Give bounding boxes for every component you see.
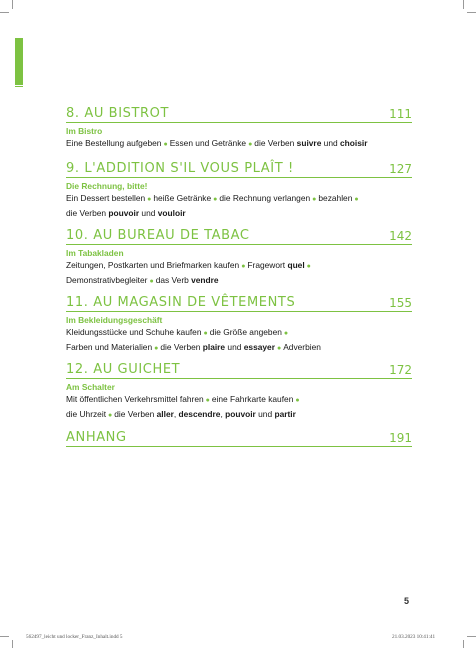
divider bbox=[66, 311, 412, 312]
verb-highlight: vouloir bbox=[157, 207, 186, 218]
chapter-page-number: 111 bbox=[389, 107, 412, 121]
verb-highlight: pouvoir bbox=[108, 207, 140, 218]
topic-text: und bbox=[225, 341, 244, 352]
bullet-separator: ● bbox=[163, 141, 168, 148]
chapter-topics-line bbox=[66, 326, 412, 341]
bullet-separator: ● bbox=[205, 397, 210, 404]
topic-text: die Größe angeben bbox=[209, 327, 282, 337]
topic-text: die Uhrzeit bbox=[66, 408, 107, 419]
topic-text: , bbox=[173, 408, 179, 419]
verb-highlight: choisir bbox=[340, 138, 368, 148]
page-number: 5 bbox=[404, 596, 410, 606]
crop-mark bbox=[0, 636, 9, 637]
toc-entry[interactable] bbox=[66, 228, 412, 289]
divider bbox=[66, 244, 412, 245]
chapter-page-number: 172 bbox=[389, 363, 412, 377]
accent-bar bbox=[15, 38, 23, 85]
toc-entry[interactable] bbox=[66, 295, 412, 356]
crop-mark bbox=[467, 12, 476, 13]
topic-text: eine Fahrkarte kaufen bbox=[211, 394, 294, 404]
topic-text: bezahlen bbox=[318, 193, 353, 203]
topic-text: Adverbien bbox=[283, 341, 321, 352]
chapter-topics-line bbox=[66, 207, 412, 220]
chapter-title: ANHANG bbox=[66, 430, 127, 445]
topic-text: die Verben bbox=[254, 138, 297, 148]
bullet-separator: ● bbox=[213, 196, 218, 203]
chapter-topics-line bbox=[66, 192, 412, 207]
topic-text: Essen und Getränke bbox=[169, 138, 247, 148]
toc-entry[interactable] bbox=[66, 362, 412, 423]
verb-highlight: vendre bbox=[191, 274, 219, 285]
chapter-page-number: 127 bbox=[389, 162, 412, 176]
bullet-separator: ● bbox=[108, 411, 113, 419]
chapter-title: 9. L'ADDITION S'IL VOUS PLAÎT ! bbox=[66, 161, 294, 176]
chapter-subtitle: Die Rechnung, bitte! bbox=[66, 181, 148, 191]
bullet-separator: ● bbox=[283, 330, 289, 337]
chapter-title: 10. AU BUREAU DE TABAC bbox=[66, 228, 250, 243]
toc-entry[interactable] bbox=[66, 161, 412, 220]
chapter-subtitle: Am Schalter bbox=[66, 382, 115, 392]
chapter-title: 12. AU GUICHET bbox=[66, 362, 181, 377]
topic-text: Fragewort bbox=[247, 260, 288, 270]
chapter-topics-line bbox=[66, 393, 412, 408]
topic-text: das Verb bbox=[155, 274, 192, 285]
topic-text: , bbox=[220, 408, 226, 419]
topic-text: und bbox=[321, 138, 340, 148]
toc-entry-header bbox=[66, 362, 412, 380]
topic-text: Ein Dessert bestellen bbox=[66, 193, 146, 203]
toc-entry-header bbox=[66, 228, 412, 246]
slug-timestamp: 21.03.2023 10:41:41 bbox=[392, 634, 436, 640]
verb-highlight: quel bbox=[287, 260, 305, 270]
topic-text: die Verben bbox=[114, 408, 157, 419]
chapter-topics-line bbox=[66, 274, 412, 289]
chapter-title: 11. AU MAGASIN DE VÊTEMENTS bbox=[66, 295, 296, 310]
toc-entry-header bbox=[66, 106, 412, 124]
chapter-topics-line bbox=[66, 259, 412, 274]
divider bbox=[66, 177, 412, 178]
bullet-separator: ● bbox=[203, 330, 208, 337]
bullet-separator: ● bbox=[241, 263, 246, 270]
crop-mark bbox=[463, 640, 464, 648]
toc-entry-header bbox=[66, 295, 412, 313]
chapter-page-number: 191 bbox=[389, 431, 412, 445]
topic-text: Eine Bestellung aufgeben bbox=[66, 138, 162, 148]
chapter-topics-line bbox=[66, 408, 412, 423]
bullet-separator: ● bbox=[354, 196, 359, 203]
topic-text: die Rechnung verlangen bbox=[219, 193, 311, 203]
bullet-separator: ● bbox=[295, 397, 300, 404]
bullet-separator: ● bbox=[149, 277, 154, 285]
toc-entry-header bbox=[66, 161, 412, 179]
verb-highlight: pouvoir bbox=[225, 408, 256, 419]
chapter-title: 8. AU BISTROT bbox=[66, 106, 170, 121]
chapter-subtitle: Im Bekleidungsgeschäft bbox=[66, 315, 163, 325]
topic-text: die Verben bbox=[160, 341, 203, 352]
accent-bar-underline bbox=[15, 86, 23, 87]
verb-highlight: aller bbox=[156, 408, 174, 419]
chapter-page-number: 155 bbox=[389, 296, 412, 310]
bullet-separator: ● bbox=[306, 263, 311, 270]
crop-mark bbox=[0, 12, 9, 13]
slug-filename: 562497_leicht und locker_Franz_Inhalt.indd 5 bbox=[26, 634, 123, 640]
topic-text: die Verben bbox=[66, 207, 109, 218]
topic-text: Kleidungsstücke und Schuhe kaufen bbox=[66, 327, 202, 337]
divider bbox=[66, 122, 412, 123]
divider bbox=[66, 378, 412, 379]
topic-text: Farben und Materialien bbox=[66, 341, 153, 352]
verb-highlight: suivre bbox=[296, 138, 322, 148]
topic-text: Mit öffentlichen Verkehrsmittel fahren bbox=[66, 394, 204, 404]
topic-text: und bbox=[255, 408, 275, 419]
crop-mark bbox=[467, 636, 476, 637]
bullet-separator: ● bbox=[312, 196, 317, 203]
topic-text: Demonstrativbegleiter bbox=[66, 274, 148, 285]
bullet-separator: ● bbox=[276, 344, 282, 352]
bullet-separator: ● bbox=[248, 141, 253, 148]
bullet-separator: ● bbox=[147, 196, 152, 203]
verb-highlight: descendre bbox=[178, 408, 221, 419]
crop-mark bbox=[12, 640, 13, 648]
verb-highlight: partir bbox=[274, 408, 296, 419]
divider bbox=[66, 446, 412, 447]
chapter-topics-line bbox=[66, 341, 412, 356]
verb-highlight: essayer bbox=[243, 341, 275, 352]
topic-text: Zeitungen, Postkarten und Briefmarken kaufen bbox=[66, 260, 240, 270]
crop-mark bbox=[12, 0, 13, 9]
topic-text: heiße Getränke bbox=[153, 193, 212, 203]
chapter-page-number: 142 bbox=[389, 229, 412, 243]
chapter-subtitle: Im Bistro bbox=[66, 126, 103, 136]
bullet-separator: ● bbox=[154, 344, 159, 352]
toc-entry[interactable] bbox=[66, 106, 412, 152]
topic-text: und bbox=[139, 207, 158, 218]
crop-mark bbox=[463, 0, 464, 9]
toc-entry-header bbox=[66, 430, 412, 448]
verb-highlight: plaire bbox=[202, 341, 226, 352]
chapter-topics-line bbox=[66, 137, 412, 152]
toc-entry[interactable] bbox=[66, 430, 412, 448]
chapter-subtitle: Im Tabakladen bbox=[66, 248, 124, 258]
